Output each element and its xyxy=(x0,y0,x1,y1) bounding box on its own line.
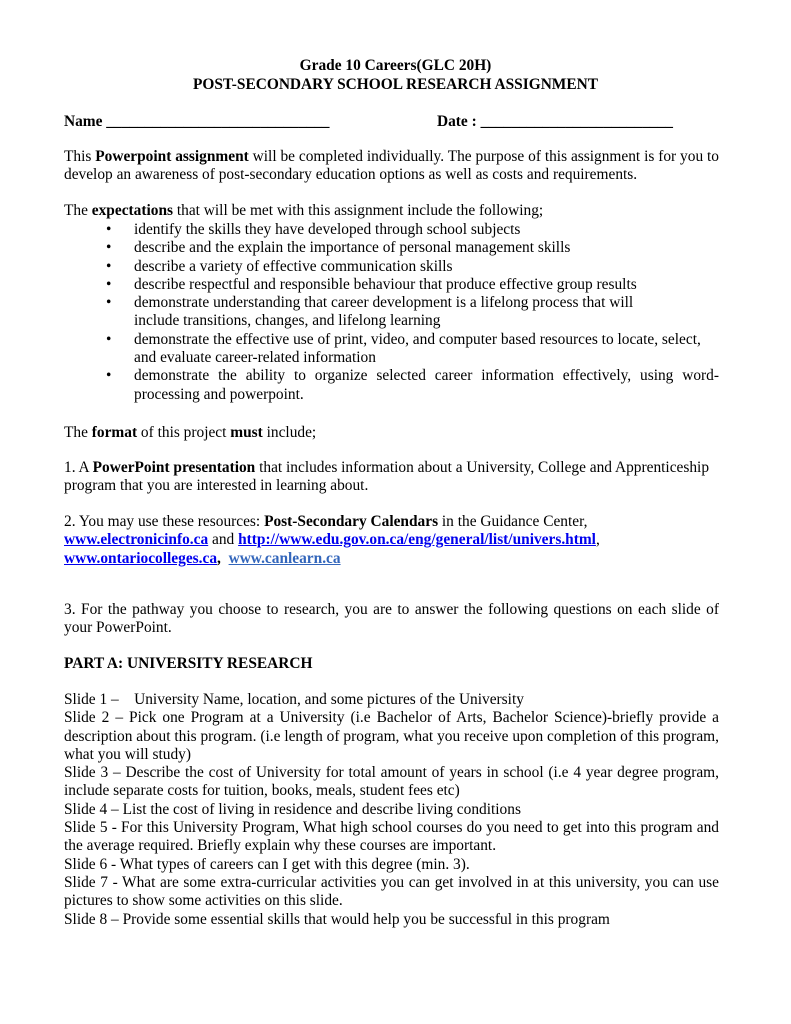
bullet-icon: • xyxy=(106,221,112,238)
slide-item: Slide 5 - For this University Program, What high school courses do you need to get into this program and the average required. Briefly explain why these courses are important. xyxy=(64,819,719,855)
document-title: Grade 10 Careers(GLC 20H) xyxy=(299,57,492,74)
expectations-list xyxy=(64,221,719,404)
list-item: • describe and the explain the importance of personal management skills xyxy=(106,239,571,257)
bullet-icon: • xyxy=(106,275,112,293)
bullet-icon: • xyxy=(106,330,112,348)
item-3-paragraph: 3. For the pathway you choose to research, you are to answer the following questions on each slide of your PowerPoint. xyxy=(64,601,719,637)
list-item: • describe respectful and responsible behaviour that produce effective group results xyxy=(106,275,637,293)
document-subtitle: POST-SECONDARY SCHOOL RESEARCH ASSIGNMENT xyxy=(193,76,598,93)
bullet-icon: • xyxy=(106,294,112,312)
list-item: • demonstrate understanding that career development is a lifelong process that will include transitions, changes, and lifelong learning xyxy=(106,294,634,330)
slide-item: Slide 8 – Provide some essential skills that would help you be successful in this program xyxy=(64,910,610,928)
list-item: • identify the skills they have developed through school subjects xyxy=(106,221,521,238)
slide-item: Slide 1 – University Name, location, and some pictures of the University xyxy=(64,691,524,708)
link-canlearn[interactable]: www.canlearn.ca xyxy=(228,549,341,567)
bullet-icon: • xyxy=(106,239,112,257)
part-a-heading: PART A: UNIVERSITY RESEARCH xyxy=(64,655,313,672)
list-item: • demonstrate the ability to organize selected career information effectively, using word-processing and powerpoint. xyxy=(106,367,719,403)
slide-item: Slide 7 - What are some extra-curricular activities you can get involved in at this university, you can use pictures to show some activities on this slide. xyxy=(64,873,719,910)
name-field-label: Name _____________________________ xyxy=(64,113,330,130)
date-field-label: Date : _________________________ xyxy=(437,113,673,130)
bullet-icon: • xyxy=(106,257,112,275)
slide-item: Slide 3 – Describe the cost of University for total amount of years in school (i.e 4 year degree program, include separate costs for tuition, books, meals, student fees etc) xyxy=(64,764,719,800)
link-electronicinfo[interactable]: www.electronicinfo.ca xyxy=(64,531,209,549)
slide-item: Slide 6 - What types of careers can I get with this degree (min. 3). xyxy=(64,855,470,873)
item-1-paragraph: 1. A PowerPoint presentation that includes information about a University, College and Apprenticeship program that you are interested in learning about. xyxy=(64,459,710,495)
intro-paragraph: This Powerpoint assignment will be completed individually. The purpose of this assignment is for you to develop an awareness of post-secondary education options as well as costs and requirements. xyxy=(64,148,719,184)
list-item: • demonstrate the effective use of print, video, and computer based resources to locate, select, and evaluate career-related information xyxy=(106,330,701,367)
slide-item: Slide 4 – List the cost of living in residence and describe living conditions xyxy=(64,800,521,818)
list-item: • describe a variety of effective communication skills xyxy=(106,257,453,275)
slides-list xyxy=(64,691,719,929)
item-2-paragraph: 2. You may use these resources: Post-Secondary Calendars in the Guidance Center, www.electronicinfo.ca and http://www.edu.gov.on.ca/eng/general/list/univers.html, www.ontariocolleges.ca, www.canlearn.ca xyxy=(64,513,600,567)
bullet-icon: • xyxy=(106,367,112,385)
format-paragraph: The format of this project must include; xyxy=(64,424,317,441)
link-edu-gov[interactable]: http://www.edu.gov.on.ca/eng/general/list/univers.html xyxy=(238,531,596,549)
expectations-intro: The expectations that will be met with this assignment include the following; xyxy=(64,202,544,219)
slide-item: Slide 2 – Pick one Program at a University (i.e Bachelor of Arts, Bachelor Science)-briefly provide a description about this program. (i.e length of program, what you receive upon completion of this program, what you will study) xyxy=(64,709,719,763)
link-ontariocolleges[interactable]: www.ontariocolleges.ca xyxy=(64,549,218,567)
